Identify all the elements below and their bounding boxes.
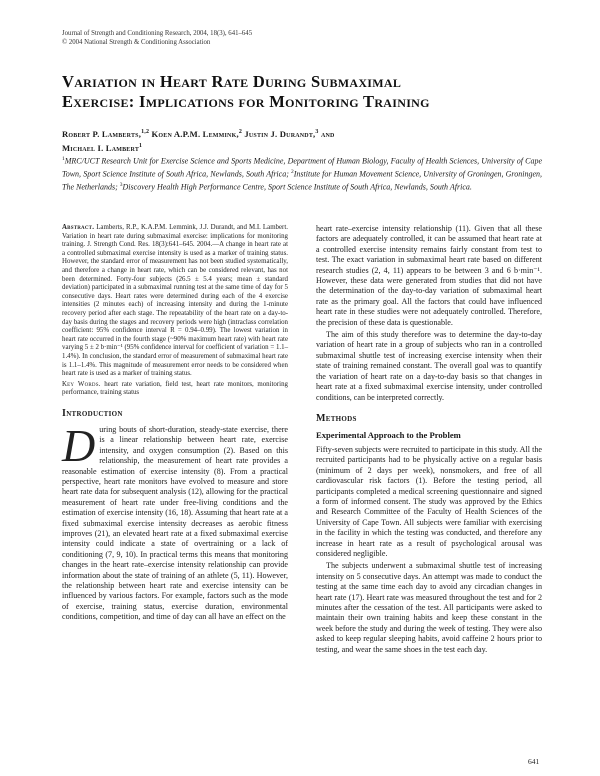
- abstract-text: Lamberts, R.P., K.A.P.M. Lemmink, J.J. Durandt, and M.I. Lambert. Variation in heart rate during submaximal exercise: implications for monitoring training. J. Strength Cond. Res. 18(3):641–645. 2004.—A change in heart rate at a controlled submaximal exercise intensity is used as a marker of training status. However, the standard error of measurement has not been studied systematically, and therefore a change in heart rate, which can be considered relevant, has not been determined. Forty-four subjects (26.5 ± 5.4 years; mean ± standard deviation) participated in a submaximal running test at the same time of day for 5 consecutive days. Heart rates were determined during each of the 4 exercise intensities (2 minutes each) of increasing intensity and during the 1-minute recovery period after each stage. The repeatability of the heart rate on a day-to-day basis during the stages and recovery periods were high (intraclass correlation coefficient: 95% confidence interval R = 0.94–0.99). The lowest variation in heart rate occurred in the fourth stage (~90% maximum heart rate) with heart rate varying 5 ± 2 b·min⁻¹ (95% confidence interval for coefficient of variation = 1.1–1.4%). In conclusion, the standard error of measurement of submaximal heart rate is 1.1–1.4%. This magnitude of measurement error needs to be considered when heart rate is used as a marker of training status.: [62, 224, 289, 378]
- author-affil-mark: 1: [139, 142, 143, 149]
- introduction-heading: Introduction: [62, 407, 123, 419]
- abstract-label: Abstract.: [62, 224, 95, 231]
- introduction-text: uring bouts of short-duration, steady-state exercise, there is a linear relationship between heart rate, exercise intensity, and oxygen consumption (2). Based on this relationship, the measurement of heart rate provides a reasonable estimation of exercise intensity (8). From a practical perspective, heart rate monitors have evolved to measure and store heart rate data for subsequent analysis (12), allowing for the practical measurement of heart rate under free-living conditions and the estimation of exercise intensity (16, 18). Assuming that heart rate at a fixed submaximal exercise intensity decreases as aerobic fitness improves (21), an elevated heart rate at a fixed submaximal exercise intensity could indicate a state of overtraining or a lack of conditioning (7, 9, 10). In practical terms this means that monitoring changes in the heart rate–exercise intensity relationship can provide information about the state of training of an athlete (5, 11). However, the relationship between heart rate and exercise intensity can be influenced by various factors. For example, factors such as the mode of exercise, training status, exercise duration, environmental conditions, competition, and time of day can all have an effect on the: [62, 424, 288, 622]
- body-paragraph: The subjects underwent a submaximal shuttle test of increasing intensity on 5 consecutive days. An attempt was made to conduct the testing at the same time each day to avoid any circadian changes in heart rate (17). Heart rate was measured throughout the test and for 2 minutes after the cessation of the test. All participants were asked to maintain their own training habits and keep these constant in the week before the study and during the week of testing. They were also asked to keep regular sleeping habits, avoid caffeine 2 hours prior to testing, and wear the same shoes in the test each day.: [316, 561, 542, 654]
- body-paragraph: heart rate–exercise intensity relationship (11). Given that all these factors are adequately controlled, it can be assumed that heart rate at a controlled exercise intensity remains fairly constant from test to test. The exact variation in submaximal heart rate based on different research studies (2, 4, 11) appears to be between 3 and 6 b·min⁻¹. However, these data were generated from studies that did not have the determination of the day-to-day variation of submaximal heart rate as the primary goal. All the factors that could have influenced heart rate in these studies were not adequately controlled. Therefore, the precision of these data is questionable.: [316, 224, 542, 327]
- affil-mark: 2: [291, 168, 294, 175]
- journal-citation: Journal of Strength and Conditioning Research, 2004, 18(3), 641–645: [62, 30, 253, 37]
- keywords: [62, 381, 288, 398]
- author-affil-mark: 3: [315, 129, 319, 135]
- authors-line-1: [62, 126, 542, 140]
- title-line-1: Variation in Heart Rate During Submaximal: [62, 72, 402, 91]
- affil-mark: 1: [62, 156, 65, 162]
- body-paragraph: The aim of this study therefore was to determine the day-to-day variation of heart rate in a group of subjects who ran in a controlled submaximal shuttle test of increasing exercise intensity when their state of training remained constant. The overall goal was to quantify the variation of heart rate on a day-to-day basis so that changes in heart rate at a fixed submaximal exercise intensity, under controlled conditions, can be interpreted correctly.: [316, 330, 542, 402]
- body-paragraph: Fifty-seven subjects were recruited to participate in this study. All the recruited participants had to be physically active on a regular basis (minimum of 2 days per week), nonsmokers, and free of all cardiovascular risk factors (1). Before the testing period, all participants completed a medical screening questionnaire and signed a form of informed consent. The study was approved by the Ethics and Research Committee of the Faculty of Health Sciences of the University of Cape Town. All subjects were familiar with exercising in the facility in which the testing was conducted, and therefore any increase in heart rate as a result of psychological arousal was considered negligible.: [316, 444, 542, 558]
- keywords-label: Key Words.: [62, 380, 101, 388]
- right-column: [316, 224, 542, 655]
- introduction-paragraph: [62, 419, 288, 623]
- author-name: Michael I. Lambert: [62, 142, 140, 153]
- methods-heading: Methods: [316, 412, 357, 424]
- author-affil-mark: 1,2: [141, 129, 150, 135]
- author-conjunction: and: [320, 128, 335, 139]
- journal-copyright: © 2004 National Strength & Conditioning Association: [62, 39, 211, 46]
- introduction-body: [62, 419, 288, 623]
- intro-continued: [316, 224, 542, 403]
- author-list: [62, 126, 542, 154]
- authors-line-2: [62, 140, 542, 154]
- author-name: Justin J. Durandt,: [244, 128, 316, 139]
- affiliation-2: Institute for Human Movement Science, University of Groningen, Groningen, The Netherlands;: [62, 169, 543, 192]
- author-name: Robert P. Lamberts,: [62, 128, 142, 139]
- left-column: [62, 224, 288, 623]
- keywords-text: heart rate variation, field test, heart rate monitors, monitoring performance, training status: [62, 380, 288, 397]
- title-line-2: Exercise: Implications for Monitoring Training: [62, 92, 430, 111]
- author-affil-mark: 2: [238, 129, 243, 135]
- affiliation-1: MRC/UCT Research Unit for Exercise Science and Sports Medicine, Department of Human Biology, Faculty of Health Sciences, University of Cape Town, Sport Science Institute of South Africa, Newlands, South Africa;: [62, 156, 542, 179]
- abstract: [62, 224, 288, 379]
- affil-mark: 3: [119, 181, 123, 188]
- methods-body: [316, 445, 542, 655]
- drop-cap: D: [62, 419, 96, 471]
- page-number: 641: [528, 757, 540, 766]
- article-title: [62, 72, 542, 112]
- methods-subheading: Experimental Approach to the Problem: [316, 429, 461, 440]
- author-name: Koen A.P.M. Lemmink,: [151, 128, 239, 139]
- affiliations: [62, 154, 542, 193]
- affiliation-3: Discovery Health High Performance Centre, Sport Science Institute of South Africa, Newlands, South Africa.: [122, 182, 472, 192]
